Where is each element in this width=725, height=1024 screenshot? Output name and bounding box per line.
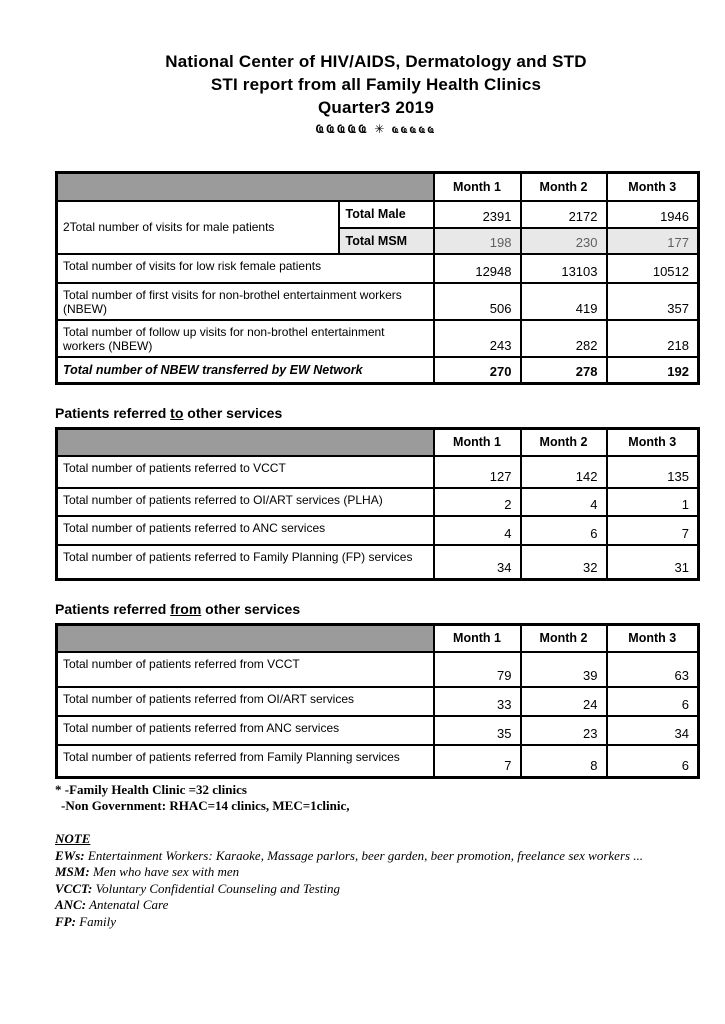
row-label: Total number of NBEW transferred by EW Network	[57, 357, 434, 384]
value-cell: 4	[521, 488, 607, 516]
row-label: Total number of patients referred to VCCT	[57, 456, 434, 488]
value-cell: 278	[521, 357, 607, 384]
row-label: Total number of patients referred from OI/ART services	[57, 687, 434, 716]
value-cell: 177	[607, 228, 699, 254]
section-title-text: other services	[183, 405, 283, 421]
value-cell: 33	[434, 687, 521, 716]
value-cell: 2172	[521, 201, 607, 228]
table-row	[57, 201, 699, 228]
row-label: Total number of first visits for non-brothel entertainment workers (NBEW)	[57, 283, 434, 320]
referred-to-table	[55, 427, 700, 581]
section-title-text: other services	[201, 601, 301, 617]
table-header-row	[57, 625, 699, 652]
value-cell: 7	[607, 516, 699, 545]
note-text: Entertainment Workers: Karaoke, Massage parlors, beer garden, beer promotion, freelance sex workers ...	[84, 847, 644, 863]
table-summary-row	[57, 357, 699, 384]
value-cell: 218	[607, 320, 699, 357]
value-cell: 2	[434, 488, 521, 516]
row-label: Total number of patients referred from ANC services	[57, 716, 434, 745]
value-cell: 63	[607, 652, 699, 687]
sub-row-label: Total MSM	[339, 228, 434, 254]
value-cell: 282	[521, 320, 607, 357]
table-row	[57, 745, 699, 778]
table-row	[57, 488, 699, 516]
table-row	[57, 716, 699, 745]
value-cell: 10512	[607, 254, 699, 283]
row-label: 2Total number of visits for male patients	[57, 201, 339, 254]
value-cell: 4	[434, 516, 521, 545]
note-text: Voluntary Confidential Counseling and Testing	[92, 880, 340, 896]
value-cell: 506	[434, 283, 521, 320]
referred-from-section-title	[55, 601, 697, 617]
row-label: Total number of patients referred to OI/ART services (PLHA)	[57, 488, 434, 516]
value-cell: 34	[434, 545, 521, 580]
value-cell: 1946	[607, 201, 699, 228]
table-row	[57, 283, 699, 320]
value-cell: 1	[607, 488, 699, 516]
note-term: FP:	[55, 913, 76, 929]
value-cell: 192	[607, 357, 699, 384]
value-cell: 6	[607, 745, 699, 778]
value-cell: 13103	[521, 254, 607, 283]
table-row	[57, 516, 699, 545]
value-cell: 127	[434, 456, 521, 488]
report-title-block	[55, 50, 697, 136]
value-cell: 270	[434, 357, 521, 384]
decorative-ornament: ҨҨҨҨҨ ✳ ҩҩҩҩҩ	[315, 122, 437, 136]
sub-row-label: Total Male	[339, 201, 434, 228]
month-2-header: Month 2	[521, 429, 607, 456]
value-cell: 6	[607, 687, 699, 716]
value-cell: 31	[607, 545, 699, 580]
table-row	[57, 456, 699, 488]
section-title-underlined-word: to	[170, 405, 184, 421]
section-title-text: Patients referred	[55, 601, 171, 617]
table-row	[57, 652, 699, 687]
month-1-header: Month 1	[434, 625, 521, 652]
value-cell: 357	[607, 283, 699, 320]
footnote-clinic-count: * -Family Health Clinic =32 clinics	[55, 782, 247, 797]
note-block	[55, 831, 697, 930]
header-spacer-cell	[57, 429, 434, 456]
table-header-row	[57, 173, 699, 201]
note-heading: NOTE	[55, 831, 91, 846]
value-cell: 6	[521, 516, 607, 545]
value-cell: 8	[521, 745, 607, 778]
month-3-header: Month 3	[607, 625, 699, 652]
row-label: Total number of patients referred from Family Planning services	[57, 745, 434, 778]
value-cell: 142	[521, 456, 607, 488]
note-text: Men who have sex with men	[89, 864, 240, 879]
referred-from-table	[55, 623, 700, 779]
row-label: Total number of patients referred to Family Planning (FP) services	[57, 545, 434, 580]
month-3-header: Month 3	[607, 429, 699, 456]
note-line-msm	[55, 864, 697, 881]
report-quarter: Quarter3 2019	[317, 98, 434, 117]
section-title-text: Patients referred	[55, 405, 171, 421]
table-row	[57, 320, 699, 357]
month-1-header: Month 1	[434, 173, 521, 201]
value-cell: 7	[434, 745, 521, 778]
value-cell: 32	[521, 545, 607, 580]
note-term: ANC:	[55, 897, 87, 912]
note-line-ews	[55, 848, 697, 865]
value-cell: 24	[521, 687, 607, 716]
value-cell: 243	[434, 320, 521, 357]
row-label: Total number of patients referred from VCCT	[57, 652, 434, 687]
value-cell: 35	[434, 716, 521, 745]
table-header-row	[57, 429, 699, 456]
visits-table	[55, 171, 700, 385]
value-cell: 2391	[434, 201, 521, 228]
footnote-non-government: -Non Government: RHAC=14 clinics, MEC=1clinic,	[61, 798, 350, 813]
value-cell: 34	[607, 716, 699, 745]
note-term: EWs:	[55, 847, 85, 863]
section-title-underlined-word: from	[170, 601, 202, 617]
row-label: Total number of visits for low risk female patients	[57, 254, 434, 283]
referred-to-section-title	[55, 405, 697, 421]
month-2-header: Month 2	[521, 173, 607, 201]
value-cell: 79	[434, 652, 521, 687]
value-cell: 39	[521, 652, 607, 687]
month-2-header: Month 2	[521, 625, 607, 652]
report-subtitle: STI report from all Family Health Clinics	[210, 75, 542, 94]
footnotes	[55, 782, 697, 814]
month-3-header: Month 3	[607, 173, 699, 201]
value-cell: 198	[434, 228, 521, 254]
value-cell: 23	[521, 716, 607, 745]
value-cell: 135	[607, 456, 699, 488]
row-label: Total number of follow up visits for non-brothel entertainment workers (NBEW)	[57, 320, 434, 357]
note-line-anc	[55, 897, 697, 914]
page-title: National Center of HIV/AIDS, Dermatology and STD	[165, 52, 587, 71]
row-label: Total number of patients referred to ANC services	[57, 516, 434, 545]
header-spacer-cell	[57, 173, 434, 201]
value-cell: 419	[521, 283, 607, 320]
value-cell: 230	[521, 228, 607, 254]
table-row	[57, 687, 699, 716]
month-1-header: Month 1	[434, 429, 521, 456]
note-term: VCCT:	[55, 880, 93, 896]
note-line-fp	[55, 914, 697, 931]
table-row	[57, 545, 699, 580]
note-text: Antenatal Care	[86, 897, 169, 912]
value-cell: 12948	[434, 254, 521, 283]
note-term: MSM:	[55, 864, 90, 879]
note-line-vcct	[55, 881, 697, 898]
note-text: Family	[75, 913, 117, 929]
header-spacer-cell	[57, 625, 434, 652]
table-row	[57, 254, 699, 283]
